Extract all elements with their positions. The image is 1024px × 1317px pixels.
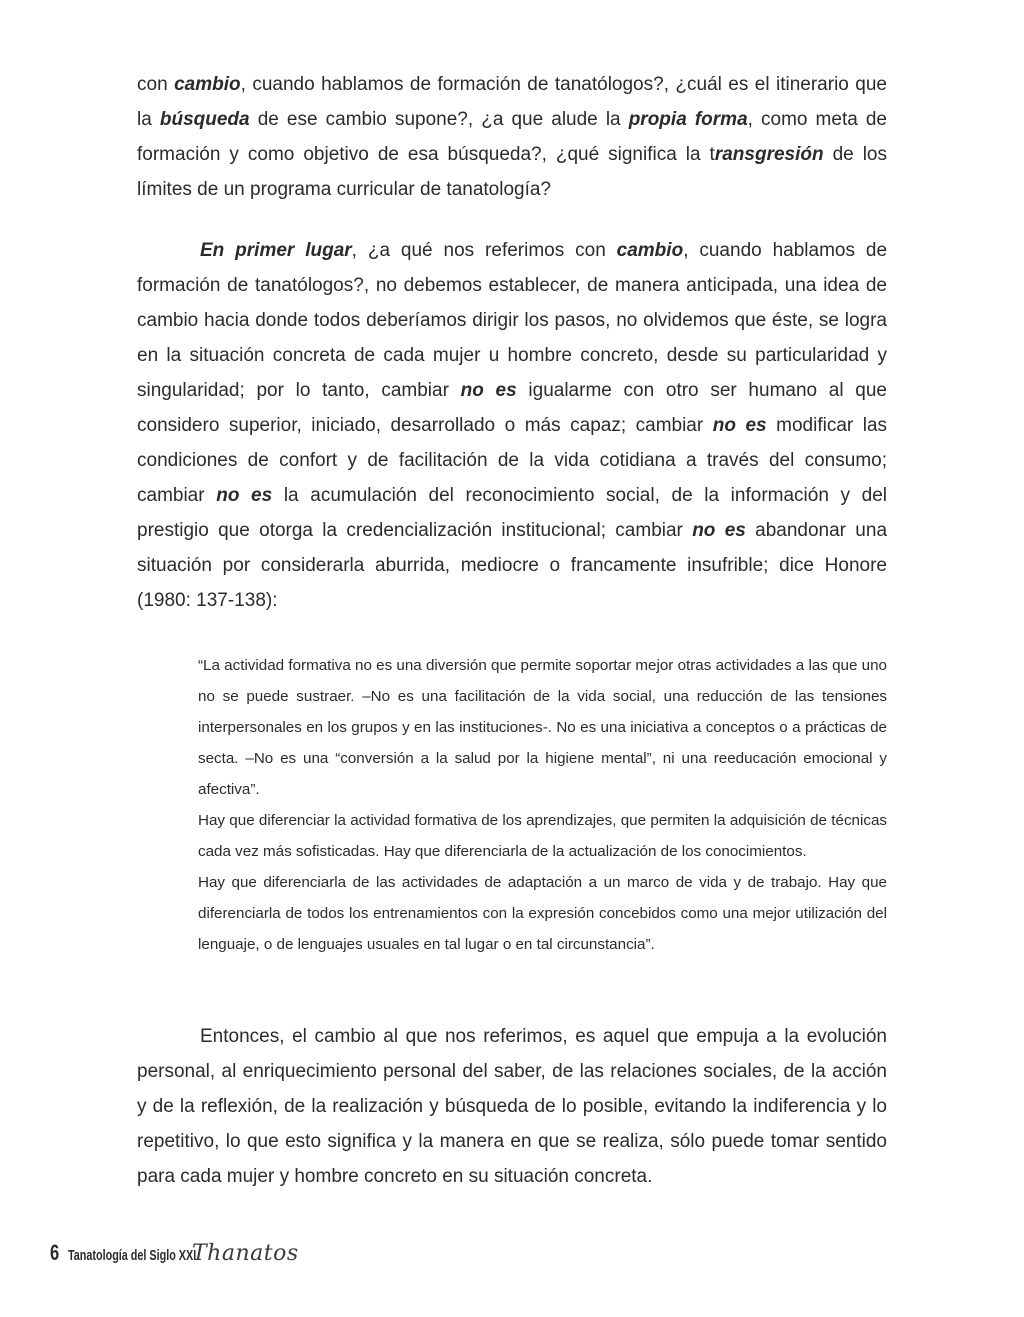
emphasis-text: no es — [692, 520, 746, 541]
emphasis-text: búsqueda — [159, 109, 250, 130]
paragraph-1 — [137, 67, 887, 207]
text-run: de los límites de un programa curricular de tanatología? — [137, 144, 887, 200]
emphasis-text: propia forma — [628, 109, 748, 130]
emphasis-text: ransgresión — [714, 144, 824, 165]
journal-name: Tanatología del Siglo XXI — [68, 1247, 197, 1264]
emphasis-text: En primer lugar — [200, 240, 352, 261]
text-run: la acumulación del reconocimiento social, de la información y del prestigio que otorga la credencialización institucional; cambiar — [137, 485, 888, 541]
page-footer — [50, 1240, 299, 1276]
emphasis-text: no es — [712, 415, 767, 436]
text-run: , ¿a qué nos referimos con — [351, 240, 617, 261]
quote-paragraph: Hay que diferenciar la actividad formativa de los aprendizajes, que permiten la adquisición de técnicas cada vez más sofisticadas. Hay que diferenciarla de la actualización de los conocimientos. — [198, 812, 887, 860]
paragraph-2 — [137, 233, 887, 618]
paragraph-3: Entonces, el cambio al que nos referimos, es aquel que empuja a la evolución personal, al enriquecimiento personal del saber, de las relaciones sociales, de la acción y de la reflexión, de la realización y búsqueda de lo posible, evitando la indiferencia y lo repetitivo, lo que esto significa y la manera en que se realiza, sólo puede tomar sentido para cada mujer y hombre concreto en su situación concreta. — [137, 1026, 887, 1187]
text-run: de ese cambio supone?, ¿a que alude la — [249, 109, 629, 130]
emphasis-text: cambio — [616, 240, 684, 261]
emphasis-text: cambio — [174, 74, 241, 95]
block-quote — [198, 650, 887, 960]
text-run: abandonar una situación por considerarla aburrida, mediocre o francamente insufrible; dice Honore (1980: 137-138): — [137, 520, 888, 611]
thanatos-logo: Thanatos — [192, 1241, 299, 1266]
emphasis-text: no es — [460, 380, 517, 401]
text-run: , cuando hablamos de formación de tanatólogos?, ¿cuál es el itinerario que la — [137, 74, 887, 130]
page-number: 6 — [50, 1240, 60, 1265]
text-run: con — [137, 74, 175, 95]
quote-paragraph: “La actividad formativa no es una diversión que permite soportar mejor otras actividades a las que uno no se puede sustraer. –No es una facilitación de la vida social, una reducción de las tensiones interpersonales en los grupos y en las instituciones-. No es una iniciativa a conceptos o a prácticas de secta. –No es una “conversión a la salud por la higiene mental”, ni una reeducación emocional y afectiva”. — [198, 657, 887, 798]
text-run: igualarme con otro ser humano al que considero superior, iniciado, desarrollado o más capaz; cambiar — [137, 380, 887, 436]
emphasis-text: no es — [216, 485, 273, 506]
text-run: , cuando hablamos de formación de tanatólogos?, no debemos establecer, de manera anticipada, una idea de cambio hacia donde todos deberíamos dirigir los pasos, no olvidemos que éste, se logra en la situación concreta de cada mujer u hombre concreto, desde su particularidad y singularidad; por lo tanto, cambiar — [137, 240, 888, 401]
text-run: modificar las condiciones de confort y de facilitación de la vida cotidiana a través del consumo; cambiar — [137, 415, 888, 506]
text-run: , como meta de formación y como objetivo de esa búsqueda?, ¿qué significa la t — [137, 109, 888, 165]
quote-paragraph: Hay que diferenciarla de las actividades de adaptación a un marco de vida y de trabajo. Hay que diferenciarla de todos los entrenamientos con la expresión concebidos como una mejor utilización del lenguaje, o de lenguajes usuales en tal lugar o en tal circunstancia”. — [198, 874, 887, 953]
